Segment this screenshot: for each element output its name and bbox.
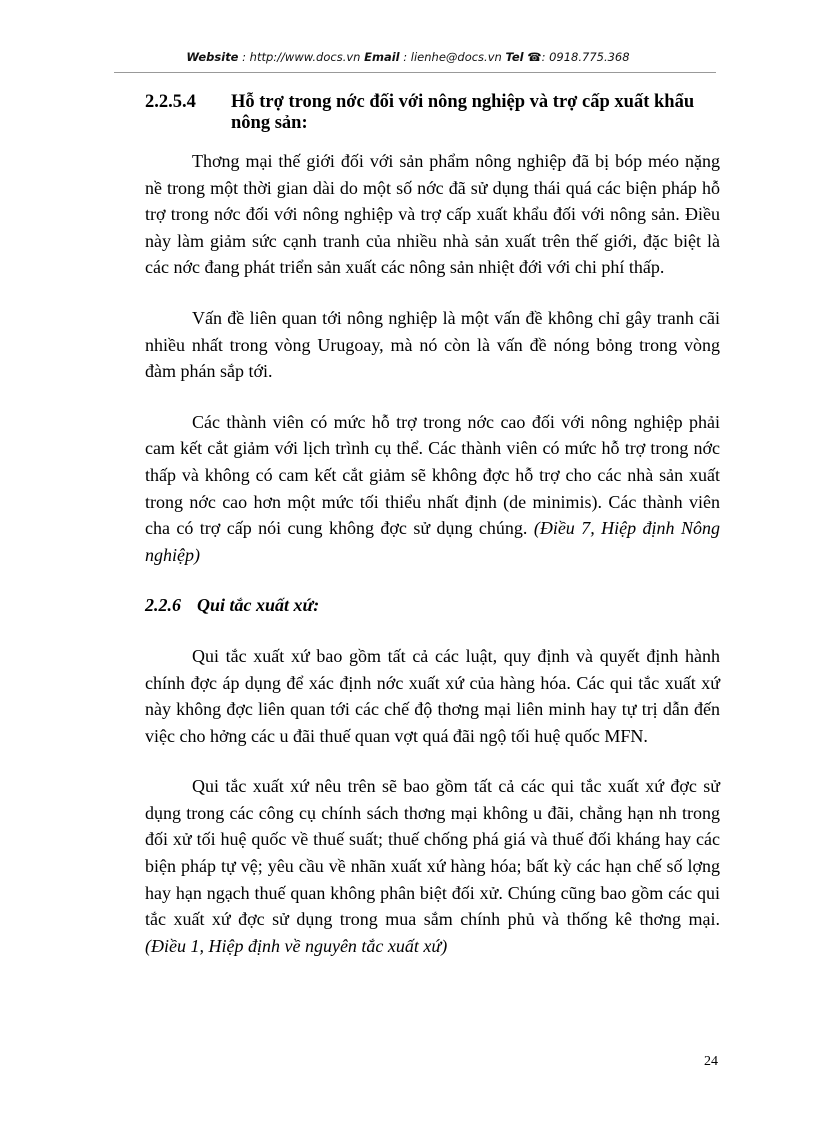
citation: (Điều 7, Hiệp định Nông nghiệp): [145, 518, 720, 565]
citation: (Điều 1, Hiệp định về nguyên tắc xuất xứ): [145, 935, 448, 956]
phone-icon: ☎: [527, 50, 542, 64]
paragraph: [145, 409, 720, 569]
email-value: : lienhe@docs.vn: [403, 50, 502, 64]
paragraph: [145, 773, 720, 959]
document-body: [145, 88, 720, 959]
website-label: Website: [186, 50, 239, 64]
tel-value: : 0918.775.368: [541, 50, 630, 64]
section-number: 2.2.5.4: [145, 92, 196, 112]
section-heading-2-2-6: [145, 592, 720, 619]
tel-label: Tel: [505, 50, 524, 64]
email-label: Email: [364, 50, 400, 64]
paragraph: Thơng mại thế giới đối với sản phẩm nông nghiệp đã bị bóp méo nặng nề trong một thời gian dài do một số nớc đã sử dụng thái quá các biện pháp hỗ trợ trong nớc đối với nông nghiệp và trợ cấp xuất khẩu đối với nông sản. Điều này làm giảm sức cạnh tranh của nhiều nhà sản xuất trên thế giới, đặc biệt là các nớc đang phát triển sản xuất các nông sản nhiệt đới với chi phí thấp.: [145, 151, 720, 278]
section-heading-2-2-5-4: [145, 92, 720, 134]
section-number: 2.2.6: [145, 595, 181, 616]
header-divider: [114, 72, 716, 73]
page-number: 24: [704, 1054, 718, 1069]
page-header: [0, 50, 816, 64]
section-title: Qui tắc xuất xứ:: [197, 595, 320, 616]
website-value: : http://www.docs.vn: [242, 50, 361, 64]
paragraph-text: Qui tắc xuất xứ nêu trên sẽ bao gồm tất cả các qui tắc xuất xứ đợc sử dụng trong các công cụ chính sách thơng mại không u đãi, chẳng hạn nh trong đối xử tối huệ quốc về thuế suất; thuế chống phá giá và thuế đối kháng hay các biện pháp tự vệ; yêu cầu về nhãn xuất xứ hàng hóa; bất kỳ các hạn chế số lợng hay hạn ngạch thuế quan không phân biệt đối xử. Chúng cũng bao gồm các qui tắc xuất xứ đợc sử dụng trong mua sắm chính phủ và thống kê thơng mại.: [145, 776, 720, 930]
paragraph-text: Các thành viên có mức hỗ trợ trong nớc cao đối với nông nghiệp phải cam kết cắt giảm với lịch trình cụ thể. Các thành viên có mức hỗ trợ trong nớc thấp và không có cam kết cắt giảm sẽ không đợc hỗ trợ cho các nhà sản xuất trong nớc cao hơn một mức tối thiểu nhất định (de minimis). Các thành viên cha có trợ cấp nói cung không đợc sử dụng chúng.: [145, 411, 720, 539]
section-title: Hỗ trợ trong nớc đối với nông nghiệp và trợ cấp xuất khẩu nông sản:: [231, 92, 695, 133]
paragraph: Qui tắc xuất xứ bao gồm tất cả các luật, quy định và quyết định hành chính đợc áp dụng để xác định nớc xuất xứ của hàng hóa. Các qui tắc xuất xứ này không đợc liên quan tới các chế độ thơng mại liên minh hay tự trị dẫn đến việc cho hởng các u đãi thuế quan vợt quá đãi ngộ tối huệ quốc MFN.: [145, 645, 720, 746]
paragraph: Vấn đề liên quan tới nông nghiệp là một vấn đề không chỉ gây tranh cãi nhiều nhất trong vòng Urugoay, mà nó còn là vấn đề nóng bỏng trong vòng đàm phán sắp tới.: [145, 307, 720, 382]
